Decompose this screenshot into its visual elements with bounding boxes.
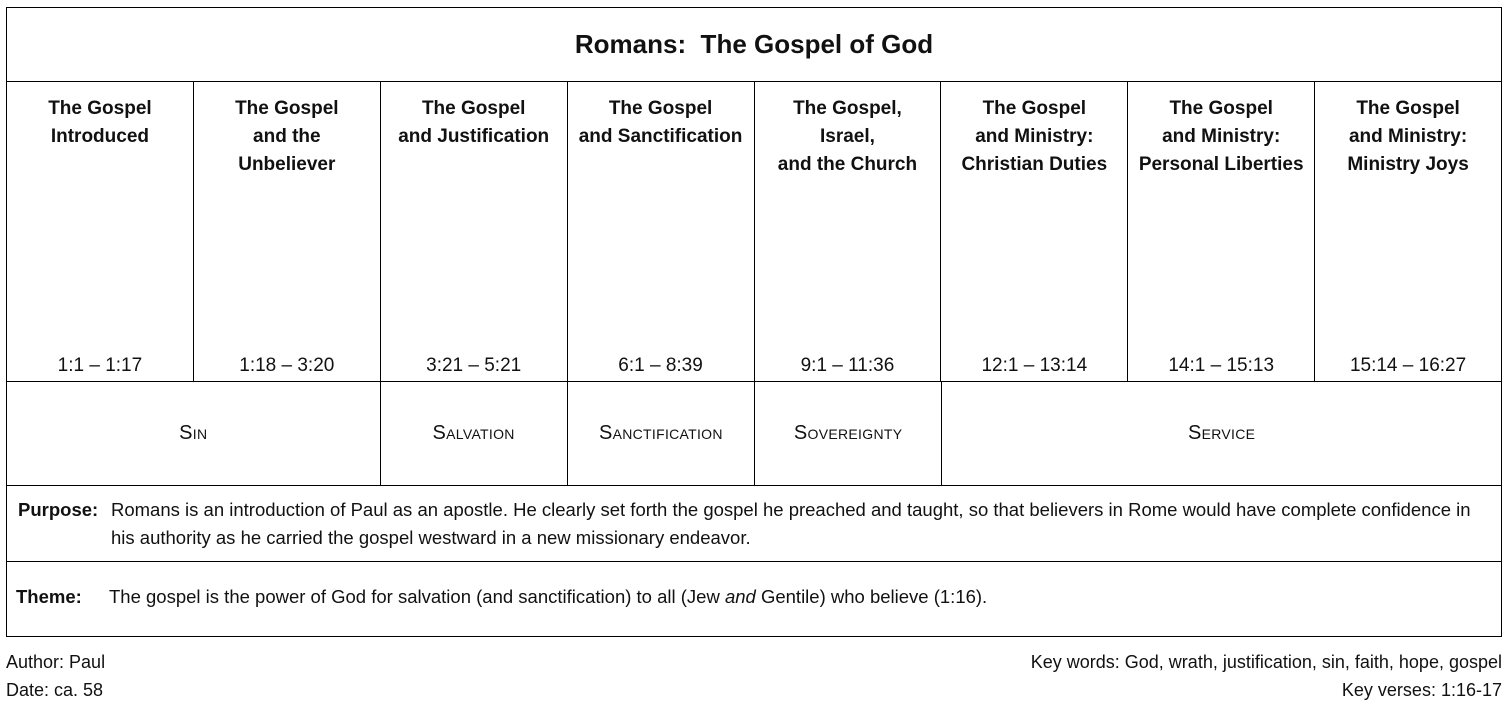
footer-left	[6, 648, 105, 704]
author-line: Author: Paul	[6, 652, 106, 672]
section-reference: 3:21 – 5:21	[426, 355, 522, 376]
sections-row	[7, 82, 1501, 382]
section-reference: 15:14 – 16:27	[1349, 355, 1467, 376]
theme-statement-row	[7, 562, 1501, 636]
section-heading: The Gospel, Israel, and the Church	[777, 98, 918, 175]
section-column	[755, 82, 942, 381]
section-heading: The Gospel and Ministry: Christian Duties	[961, 98, 1108, 175]
purpose-row	[7, 486, 1501, 562]
book-chart	[6, 7, 1502, 637]
section-reference: 14:1 – 15:13	[1168, 355, 1275, 376]
chart-title: Romans: The Gospel of God	[7, 8, 1501, 82]
section-column	[194, 82, 381, 381]
key-verses-line: Key verses: 1:16-17	[1341, 680, 1502, 700]
section-heading: The Gospel and the Unbeliever	[235, 98, 339, 175]
section-reference: 9:1 – 11:36	[800, 355, 895, 376]
theme-cell-sin: Sin	[7, 382, 381, 485]
section-heading: The Gospel and Ministry: Personal Liberties	[1138, 98, 1304, 175]
section-reference: 12:1 – 13:14	[981, 355, 1088, 376]
themes-row	[7, 382, 1501, 486]
theme-cell-sovereignty: Sovereignty	[755, 382, 942, 485]
section-heading: The Gospel and Sanctification	[578, 98, 743, 147]
section-heading: The Gospel and Ministry: Ministry Joys	[1347, 98, 1469, 175]
theme-text	[109, 586, 987, 608]
theme-cell-salvation: Salvation	[381, 382, 568, 485]
theme-text-italic: and	[724, 586, 756, 607]
theme-label: Theme:	[16, 586, 82, 607]
section-column	[1315, 82, 1501, 381]
section-reference: 6:1 – 8:39	[618, 355, 703, 376]
footer-right	[1031, 648, 1502, 704]
section-reference: 1:1 – 1:17	[57, 355, 143, 376]
purpose-text: Romans is an introduction of Paul as an apostle. He clearly set forth the gospel he preached and taught, so that believers in Rome would have complete confidence in his authority as he carried the gospel westward in a new missionary endeavor.	[111, 499, 1471, 548]
section-column	[568, 82, 755, 381]
section-heading: The Gospel Introduced	[48, 98, 152, 147]
section-heading: The Gospel and Justification	[398, 98, 550, 147]
section-column	[381, 82, 568, 381]
purpose-label: Purpose:	[18, 499, 99, 520]
key-words-line: Key words: God, wrath, justification, sin, faith, hope, gospel	[1030, 652, 1502, 672]
section-column	[7, 82, 194, 381]
theme-text-end: Gentile) who believe (1:16).	[755, 586, 988, 607]
section-reference: 1:18 – 3:20	[239, 355, 335, 376]
section-column	[941, 82, 1128, 381]
date-line: Date: ca. 58	[6, 680, 104, 700]
theme-text-start: The gospel is the power of God for salvation (and sanctification) to all (Jew	[109, 586, 725, 607]
theme-cell-sanctification: Sanctification	[568, 382, 755, 485]
section-column	[1128, 82, 1315, 381]
theme-cell-service: Service	[1187, 422, 1256, 444]
